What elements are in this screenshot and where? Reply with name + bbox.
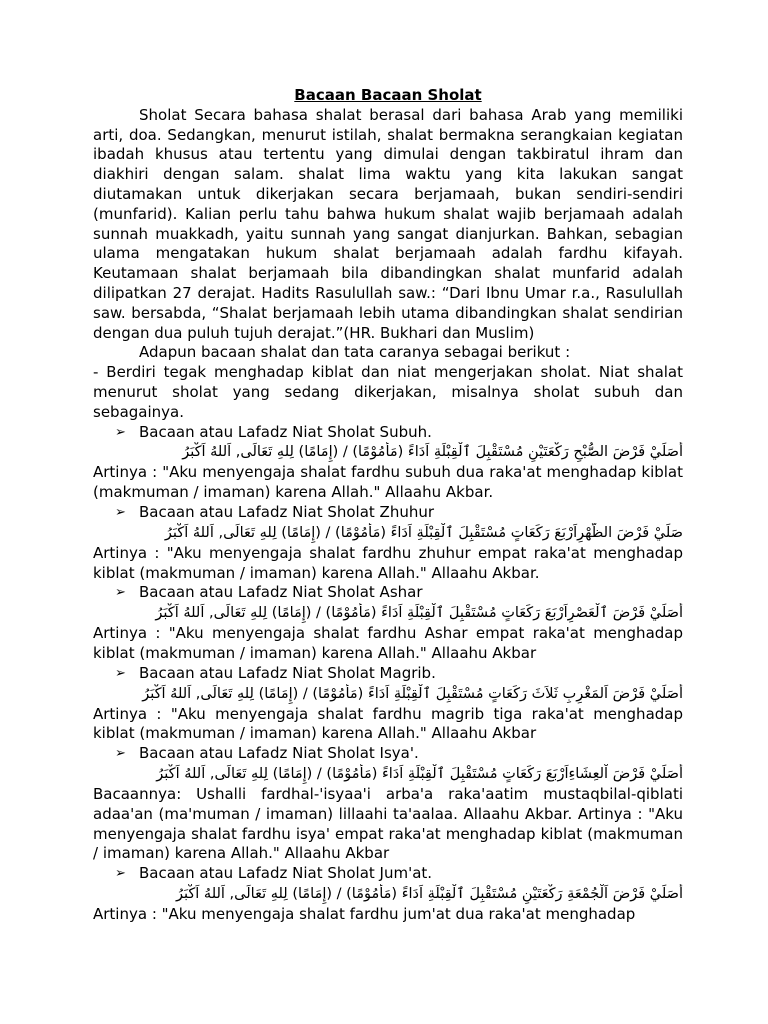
translation-paragraph: Artinya : "Aku menyengaja shalat fardhu subuh dua raka'at menghadap kiblat (makmuman / imaman) karena Allah." Allaahu Akbar.: [93, 463, 683, 502]
arrow-bullet-icon: ➢: [115, 866, 126, 882]
arabic-niat: أُصَلِّيْ فَرْضَ ٱلْعَصْرِاَرْبَعَ رَكَعَاتٍ مُسْتَقْبِلَ ٱلْقِبْلَةِ اَدَاءً (مَأْمُوْمًا) / (إِمَامًا) لِلهِ تَعَالَى, اَللهُ اَكْبَرُ: [155, 605, 683, 622]
section-ashar: [93, 583, 683, 663]
section-heading: [93, 664, 683, 684]
arabic-niat: أُصَلِّيْ فَرْضَ اَلمَغْرِبِ ثَلاَثَ رَكَعَاتٍ مُسْتَقْبِلَ ٱلْقِبْلَةِ اَدَاءً (مَأْمُوْمًا) / (إِمَامًا) لِلهِ تَعَالَى, اَللهُ اَكْبَرُ: [142, 685, 683, 702]
section-heading-text: Bacaan atau Lafadz Niat Sholat Subuh.: [139, 422, 432, 441]
section-jumat: [93, 864, 683, 925]
document-title: Bacaan Bacaan Sholat: [294, 86, 482, 104]
section-heading: [93, 744, 683, 764]
step-paragraph: - Berdiri tegak menghadap kiblat dan niat mengerjakan sholat. Niat shalat menurut sholat yang sedang dikerjakan, misalnya sholat subuh dan sebagainya.: [93, 363, 683, 421]
section-heading-text: Bacaan atau Lafadz Niat Sholat Magrib.: [139, 663, 436, 682]
arabic-niat: صَلِّيْ فَرْضَ الظُّهْرِاَرْبَعَ رَكَعَاتٍ مُسْتَقْبِلَ ٱلْقِبْلَةِ اَدَاءً (مَأْمُوْمًا) / (إِمَامًا) لِلهِ تَعَالَى, اَللهُ اَكْبَرُ: [164, 524, 683, 541]
translation-paragraph: Artinya : "Aku menyengaja shalat fardhu zhuhur empat raka'at menghadap kiblat (makmuman / imaman) karena Allah." Allaahu Akbar.: [93, 543, 683, 582]
section-heading-text: Bacaan atau Lafadz Niat Sholat Jum'at.: [139, 864, 433, 883]
section-magrib: [93, 664, 683, 744]
translation-paragraph: Artinya : "Aku menyengaja shalat fardhu magrib tiga raka'at menghadap kiblat (makmuman / imaman) karena Allah." Allaahu Akbar: [93, 704, 683, 743]
lead-paragraph: Adapun bacaan shalat dan tata caranya sebagai berikut :: [139, 343, 571, 362]
arabic-niat: أُصَلِّيْ فَرْضَ اْلعِشَاءِاَرْبَعَ رَكَعَاتٍ مُسْتَقْبِلَ ٱلْقِبْلَةِ اَدَاءً (مَأْمُوْمًا) / (إِمَامًا) لِلهِ تَعَالَى, اَللهُ اَكْبَرُ: [156, 765, 683, 782]
arrow-bullet-icon: ➢: [115, 665, 126, 681]
section-heading: [93, 423, 683, 443]
translation-paragraph: Artinya : "Aku menyengaja shalat fardhu Ashar empat raka'at menghadap kiblat (makmuman / imaman) karena Allah." Allaahu Akbar: [93, 624, 683, 662]
section-subuh: [93, 423, 683, 503]
arrow-bullet-icon: ➢: [115, 504, 126, 520]
section-heading: [93, 864, 683, 884]
section-isya: [93, 744, 683, 864]
arrow-bullet-icon: ➢: [115, 746, 126, 762]
section-heading-text: Bacaan atau Lafadz Niat Sholat Ashar: [139, 583, 423, 602]
section-heading-text: Bacaan atau Lafadz Niat Sholat Zhuhur: [139, 502, 435, 521]
translation-paragraph: Artinya : "Aku menyengaja shalat fardhu jum'at dua raka'at menghadap: [93, 904, 636, 923]
translation-paragraph: Bacaannya: Ushalli fardhal-'isyaa'i arba'a raka'aatim mustaqbilal-qiblati adaa'an (ma'muman / imaman) lillaahi ta'aalaa. Allaahu Akbar. Artinya : "Aku menyengaja shalat fardhu isya' empat raka'at menghadap kiblat (makmuman / imaman) karena Allah." Allaahu Akbar: [93, 784, 683, 863]
intro-paragraph: Sholat Secara bahasa shalat berasal dari bahasa Arab yang memiliki arti, doa. Sedangkan, menurut istilah, shalat bermakna serangkaian kegiatan ibadah khusus atau tertentu yang dimulai dengan takbiratul ihram dan diakhiri dengan salam. shalat lima waktu yang kita lakukan sangat diutamakan untuk dikerjakan secara berjamaah, bukan sendiri-sendiri (munfarid). Kalian perlu tahu bahwa hukum shalat wajib berjamaah adalah sunnah muakkadh, yaitu sunnah yang sangat dianjurkan. Bahkan, sebagian ulama mengatakan hukum shalat berjamaah adalah fardhu kifayah. Keutamaan shalat berjamaah bila dibandingkan shalat munfarid adalah dilipatkan 27 derajat. Hadits Rasulullah saw.: “Dari Ibnu Umar r.a., Rasulullah saw. bersabda, “Shalat berjamaah lebih utama dibandingkan shalat sendirian dengan dua puluh tujuh derajat.”(HR. Bukhari dan Muslim): [93, 105, 683, 342]
section-heading-text: Bacaan atau Lafadz Niat Sholat Isya'.: [139, 744, 419, 763]
arabic-niat: أُصَلِّيْ فَرْضَ اَلْجُمْعَةِ رَكْعَتَيْنِ مُسْتَقْبِلَ ٱلْقِبْلَةِ اَدَاءً (مَأْمُوْمًا) / (إِمَامًا) لِلهِ تَعَالَى, اَللهُ اَكْبَرُ: [176, 885, 683, 902]
arrow-bullet-icon: ➢: [115, 424, 126, 440]
section-heading: [93, 503, 683, 523]
arrow-bullet-icon: ➢: [115, 585, 126, 601]
section-heading: [93, 583, 683, 603]
arabic-niat: أُصَلِّيْ فَرْضَ الصُّبْحِ رَكْعَتَيْنِ مُسْتَقْبِلَ ٱلْقِبْلَةِ اَدَاءً (مَأْمُوْمًا) / (إِمَامًا) لِلهِ تَعَالَى, اَللهُ اَكْبَرُ: [182, 444, 683, 461]
document-body: [93, 86, 683, 925]
section-zhuhur: [93, 503, 683, 583]
